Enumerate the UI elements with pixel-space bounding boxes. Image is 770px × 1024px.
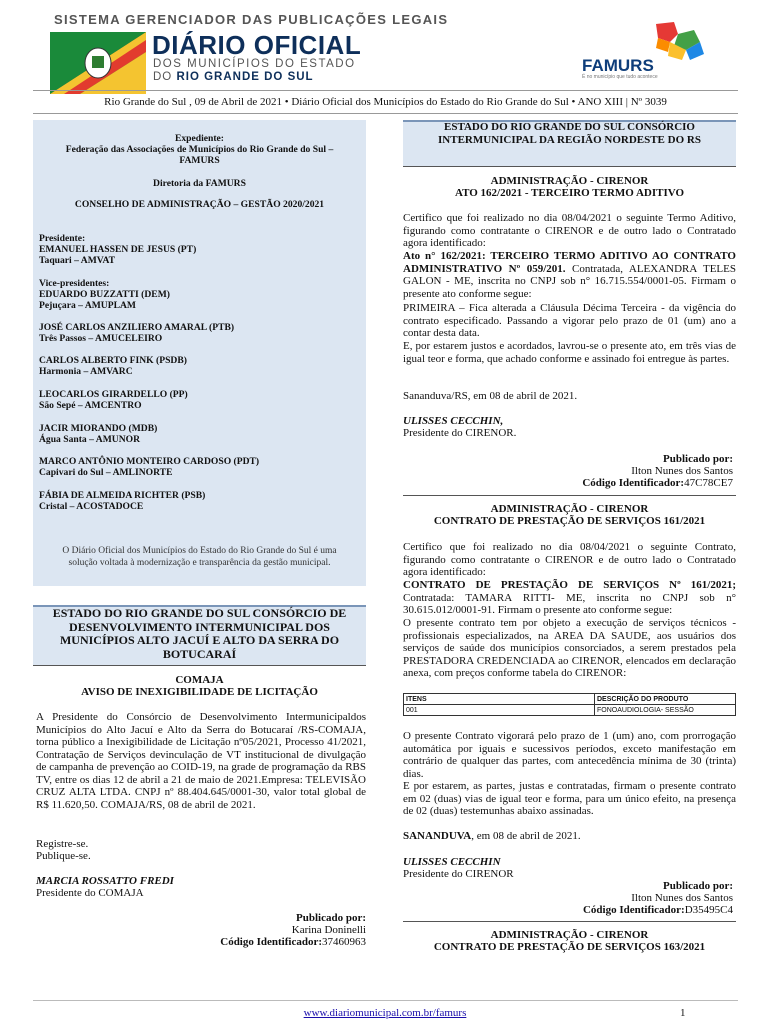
member-3: JOSÉ CARLOS ANZILIERO AMARAL (PTB) Três Passos – AMUCELEIRO [39,322,235,344]
ato162-p3: PRIMEIRA – Fica alterada a Cláusula Décima Terceira - da vigência do contrato especificado. Passando a vigorar pelo prazo de 01 (um) ano a contar desta data. [403,302,736,339]
member-8: FÁBIA DE ALMEIDA RICHTER (PSB) Cristal – ACOSTADOCE [39,490,206,512]
contrato161-p1: Certifico que foi realizado no dia 08/04/2021 o seguinte Contrato, figurando como contratante o CIRENOR e de outro lado o Contratado agora identificado: [403,541,736,578]
page-number: 1 [680,1007,686,1019]
ato162-published-name: Ilton Nunes dos Santos [631,465,733,477]
comaja-title: COMAJA [175,674,224,686]
contrato161-p3: O presente contrato tem por objeto a execução de serviços técnicos - profissionais especializados, na AREA DA SAUDE, aos usuários dos serviços de saúde dos municípios consorciados, a serem prestados pela PRESTADORA CREDENCIADA ao CIRENOR, elencados em declaração anexa, com preços conforme tabela do CIRENOR: [403,617,736,679]
contrato163-title: ADMINISTRAÇÃO - CIRENOR [490,929,649,941]
contrato161-published-name: Ilton Nunes dos Santos [631,892,733,904]
member-5: LEOCARLOS GIRARDELLO (PP) São Sepé – AMCENTRO [39,389,188,411]
contrato161-place: SANANDUVA, em 08 de abril de 2021. [403,830,581,842]
member-6: JACIR MIORANDO (MDB) Água Santa – AMUNOR [39,423,158,445]
ato162-p1: Certifico que foi realizado no dia 08/04/2021 o seguinte Termo Aditivo, figurando como contratante o CIRENOR e de outro lado o Contratado agora identificado: [403,212,736,249]
cirenor-divider-2 [403,495,736,496]
comaja-publique: Publique-se. [36,850,91,862]
contrato161-published-label: Publicado por: [663,880,733,892]
contrato161-signer: ULISSES CECCHIN [403,856,501,868]
ato162-signer-role: Presidente do CIRENOR. [403,427,517,439]
contrato161-subtitle: CONTRATO DE PRESTAÇÃO DE SERVIÇOS 161/2021 [433,515,706,527]
cirenor-divider-1 [403,166,736,167]
footer-divider [33,1000,738,1001]
contrato161-signer-role: Presidente do CIRENOR [403,868,514,880]
header-divider [33,90,738,91]
contrato161-title: ADMINISTRAÇÃO - CIRENOR [490,503,649,515]
expediente-conselho: CONSELHO DE ADMINISTRAÇÃO – GESTÃO 2020/2021 [74,199,325,210]
table-header-items: ITENS [404,694,595,705]
famurs-wordmark: FAMURS [582,56,654,75]
footer [0,1007,770,1019]
diario-subtitle-1: DOS MUNICÍPIOS DO ESTADO [153,58,356,70]
contrato161-p4: O presente Contrato vigorará pelo prazo de 1 (um) ano, com prorrogação automática por iguais e sucessivos períodos, exceto manifestação em contrário de qualquer das partes, com antecedência mínima de 30 (trinta) dias. [403,730,736,780]
ato162-p4: E, por estarem justos e acordados, lavrou-se o presente ato, em três vias de igual teor e forma, que achado conforme e assinado foi entregue às partes. [403,340,736,365]
comaja-divider [33,665,366,666]
famurs-tagline: É no município que tudo acontece [582,74,658,80]
cirenor-divider-3 [403,921,736,922]
expediente-box [33,120,366,586]
contrato161-p5: E por estarem, as partes, justas e contratadas, firmam o presente contrato em 02 (duas) vias de igual teor e forma, para um único efeito, na presença de 02 (duas) testemunhas abaixo assinadas. [403,780,736,817]
ato162-code: Código Identificador:47C78CE7 [582,477,733,489]
footer-link[interactable]: www.diariomunicipal.com.br/famurs [303,1007,467,1019]
diario-subtitle-2: DO RIO GRANDE DO SUL [153,71,314,83]
table-header-description: DESCRIÇÃO DO PRODUTO [595,694,736,705]
rs-flag-logo [50,32,146,94]
ato162-subtitle: ATO 162/2021 - TERCEIRO TERMO ADITIVO [454,187,685,199]
header-divider-2 [33,113,738,114]
ato162-title: ADMINISTRAÇÃO - CIRENOR [490,175,649,187]
diario-title: DIÁRIO OFICIAL [152,30,362,60]
comaja-code: Código Identificador:37460963 [220,936,366,948]
table-cell-item: 001 [404,705,595,716]
comaja-subtitle: AVISO DE INEXIGIBILIDADE DE LICITAÇÃO [81,686,318,698]
comaja-published-name: Karina Doninelli [291,924,366,936]
comaja-signer: MARCIA ROSSATTO FREDI [36,875,174,887]
cirenor-header: ESTADO DO RIO GRANDE DO SUL CONSÓRCIO INTERMUNICIPAL DA REGIÃO NORDESTE DO RS [438,121,701,146]
ato162-p2: Ato n° 162/2021: TERCEIRO TERMO ADITIVO AO CONTRATO ADMINISTRATIVO Nº 059/201. Contratada, ALEXANDRA TELES GALON - ME, inscrita no CNPJ sob n° 16.715.554/0001-05. Firmam o presente ato conforme segue: [403,250,736,300]
member-2: Vice-presidentes: EDUARDO BUZZATTI (DEM) Pejuçara – AMUPLAM [39,278,170,311]
contrato161-code: Código Identificador:D35495C4 [582,904,733,916]
comaja-body: A Presidente do Consórcio de Desenvolvimento Intermunicipaldos Municípios do Alto Jacuí e Alto da Serra do Botucaraí /RS-COMAJA, torna público a Inexigibilidade de Licitação nº05/2021, Processo 41/2021, Contratação de Serviços devinculação de VT institucional de divulgação de campanha de prevenção ao COID-19, na grade de programação da RBS TV, entre os dias 12 de abril a 21 de maio de 2021.Empresa: TELEVISÃO CRUZ ALTA LTDA. CNPJ nº 88.404.645/0001-30, valor total global de R$ 11.620,50. COMAJA/RS, 08 de abril de 2021. [36,711,366,811]
comaja-header: ESTADO DO RIO GRANDE DO SUL CONSÓRCIO DE DESENVOLVIMENTO INTERMUNICIPAL DOS MUNICÍPIOS ALTO JACUÍ E ALTO DA SERRA DO BOTUCARAÍ [52,606,347,661]
ato162-signer: ULISSES CECCHIN, [403,415,504,427]
member-4: CARLOS ALBERTO FINK (PSDB) Harmonia – AMVARC [39,355,187,377]
expediente-note: O Diário Oficial dos Municípios do Estado do Rio Grande do Sul é uma solução voltada à modernização e transparência da gestão municipal. [62,546,337,568]
contrato163-subtitle: CONTRATO DE PRESTAÇÃO DE SERVIÇOS 163/2021 [433,941,706,953]
system-title: SISTEMA GERENCIADOR DAS PUBLICAÇÕES LEGAIS [54,12,449,27]
table-header-row [404,694,736,705]
expediente-federation: Federação das Associações de Municípios do Rio Grande do Sul – FAMURS [65,144,334,166]
ato162-place: Sananduva/RS, em 08 de abril de 2021. [403,390,578,402]
expediente-diretoria: Diretoria da FAMURS [153,178,246,189]
contrato161-p2: CONTRATO DE PRESTAÇÃO DE SERVIÇOS Nº 161/2021; Contratada: TAMARA RITTI- ME, inscrita no CNPJ sob n° 30.615.012/0001-91. Firmam o presente ato conforme segue: [403,579,736,616]
comaja-published-label: Publicado por: [296,912,366,924]
services-table [403,693,736,716]
ato162-published-label: Publicado por: [663,453,733,465]
table-row [404,705,736,716]
member-7: MARCO ANTÔNIO MONTEIRO CARDOSO (PDT) Capivari do Sul – AMLINORTE [39,456,260,478]
issue-line: Rio Grande do Sul , 09 de Abril de 2021 • Diário Oficial dos Municípios do Estado do Rio Grande do Sul • ANO XIII | Nº 3039 [104,96,667,108]
expediente-title: Expediente: [174,133,225,144]
table-cell-description: FONOAUDIOLOGIA- SESSÃO [595,705,736,716]
comaja-signer-role: Presidente do COMAJA [36,887,144,899]
member-1: Presidente: EMANUEL HASSEN DE JESUS (PT) Taquari – AMVAT [39,233,197,266]
comaja-registre: Registre-se. [36,838,89,850]
